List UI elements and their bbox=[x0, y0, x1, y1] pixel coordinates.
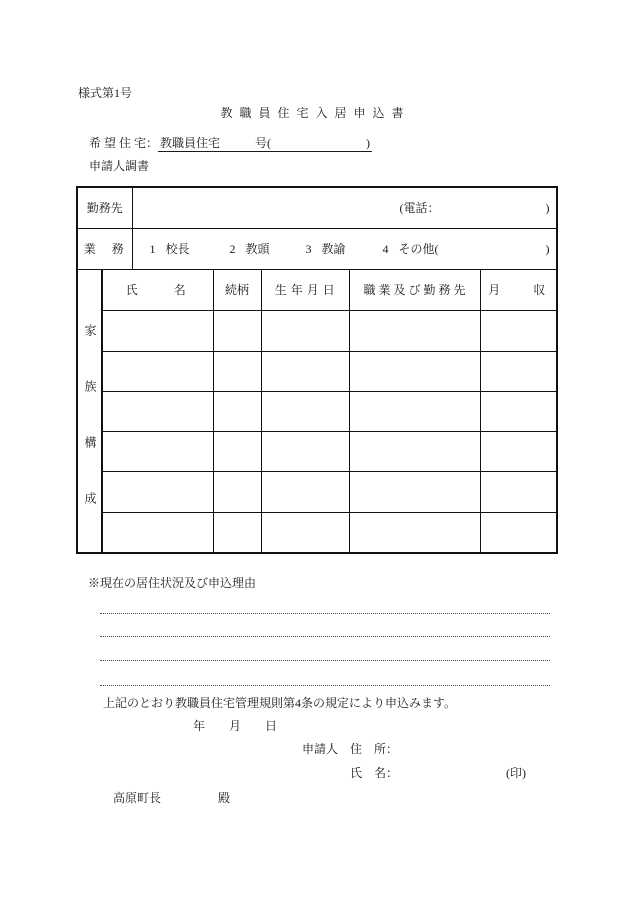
family-name-cell bbox=[102, 352, 213, 392]
duties-close-paren: ) bbox=[545, 242, 550, 256]
workplace-row bbox=[77, 187, 557, 229]
phone-label: (電話： bbox=[399, 201, 440, 215]
family-income-cell bbox=[480, 311, 557, 352]
family-name-cell bbox=[102, 432, 213, 472]
duties-label: 業 務 bbox=[77, 229, 132, 270]
duty-option-label: 教頭 bbox=[245, 242, 270, 256]
form-number: 様式第1号 bbox=[78, 86, 133, 100]
applicant-address-label: 申請人 住 所： bbox=[302, 742, 399, 756]
workplace-label: 勤務先 bbox=[77, 187, 132, 229]
family-occupation-cell bbox=[349, 472, 480, 513]
family-occupation-cell bbox=[349, 352, 480, 392]
family-row bbox=[77, 392, 557, 432]
family-birth-date-cell bbox=[261, 513, 349, 553]
workplace-field bbox=[132, 187, 557, 229]
family-occupation-cell bbox=[349, 513, 480, 553]
addressee-name: 高原町長 bbox=[113, 791, 162, 805]
family-relationship-cell bbox=[213, 352, 261, 392]
family-row bbox=[77, 311, 557, 352]
family-relationship-cell bbox=[213, 311, 261, 352]
family-birth-date-cell bbox=[261, 392, 349, 432]
reason-heading: ※現在の居住状況及び申込理由 bbox=[88, 576, 257, 590]
duty-option-number: 1 bbox=[149, 242, 156, 256]
family-composition-label-cell bbox=[77, 270, 102, 553]
family-row bbox=[77, 432, 557, 472]
duty-option-number: 4 bbox=[382, 242, 389, 256]
form-title: 教 職 員 住 宅 入 居 申 込 書 bbox=[220, 106, 406, 120]
duty-option-label: 校長 bbox=[165, 242, 190, 256]
reason-line bbox=[100, 660, 550, 661]
family-occupation-cell bbox=[349, 432, 480, 472]
reason-line bbox=[100, 685, 550, 686]
family-income-cell bbox=[480, 472, 557, 513]
reason-line bbox=[100, 636, 550, 637]
family-relationship-cell bbox=[213, 472, 261, 513]
family-birth-date-cell bbox=[261, 311, 349, 352]
family-row bbox=[77, 513, 557, 553]
family-name-cell bbox=[102, 392, 213, 432]
family-relationship-cell bbox=[213, 432, 261, 472]
housing-number-suffix: 号( bbox=[255, 136, 271, 150]
declaration-text: 上記のとおり教職員住宅管理規則第4条の規定により申込みます。 bbox=[103, 696, 457, 710]
column-header-name: 氏 名 bbox=[102, 270, 213, 311]
duty-option-number: 3 bbox=[305, 242, 312, 256]
family-income-cell bbox=[480, 513, 557, 553]
family-income-cell bbox=[480, 392, 557, 432]
family-occupation-cell bbox=[349, 311, 480, 352]
duties-row bbox=[77, 229, 557, 270]
family-income-cell bbox=[480, 352, 557, 392]
column-header-birth-date: 生 年 月 日 bbox=[261, 270, 349, 311]
phone-close-paren: ) bbox=[545, 201, 550, 215]
duty-option bbox=[306, 229, 346, 269]
family-birth-date-cell bbox=[261, 352, 349, 392]
family-birth-date-cell bbox=[261, 472, 349, 513]
family-relationship-cell bbox=[213, 513, 261, 553]
reason-line bbox=[100, 613, 550, 614]
family-name-cell bbox=[102, 513, 213, 553]
family-relationship-cell bbox=[213, 392, 261, 432]
duty-option bbox=[150, 229, 190, 269]
family-name-cell bbox=[102, 311, 213, 352]
housing-close-paren: ) bbox=[366, 136, 370, 150]
column-header-occupation-workplace: 職 業 及 び 勤 務 先 bbox=[349, 270, 480, 311]
family-name-cell bbox=[102, 472, 213, 513]
duty-option-number: 2 bbox=[229, 242, 236, 256]
family-birth-date-cell bbox=[261, 432, 349, 472]
family-row bbox=[77, 352, 557, 392]
family-composition-label: 家族構成 bbox=[83, 323, 97, 548]
applicant-name-label: 氏 名： bbox=[350, 766, 399, 780]
family-occupation-cell bbox=[349, 392, 480, 432]
column-header-relationship: 続柄 bbox=[213, 270, 261, 311]
desired-housing-line bbox=[89, 136, 372, 152]
applicant-report-table bbox=[76, 186, 558, 554]
housing-prefix: 教職員住宅 bbox=[160, 136, 221, 150]
seal-mark: (印) bbox=[506, 766, 526, 780]
column-header-monthly-income: 月 収 bbox=[480, 270, 557, 311]
family-row bbox=[77, 472, 557, 513]
duty-option-label: その他( bbox=[398, 242, 439, 256]
family-income-cell bbox=[480, 432, 557, 472]
duty-option bbox=[230, 229, 270, 269]
family-header-row bbox=[77, 270, 557, 311]
addressee-honorific: 殿 bbox=[218, 791, 231, 805]
desired-housing-field bbox=[158, 136, 372, 152]
duty-option bbox=[383, 229, 439, 269]
date-line: 年 月 日 bbox=[193, 719, 278, 733]
duty-option-label: 教諭 bbox=[321, 242, 346, 256]
desired-housing-label: 希 望 住 宅： bbox=[89, 136, 159, 150]
duties-field bbox=[132, 229, 557, 270]
applicant-report-heading: 申請人調書 bbox=[89, 159, 150, 173]
